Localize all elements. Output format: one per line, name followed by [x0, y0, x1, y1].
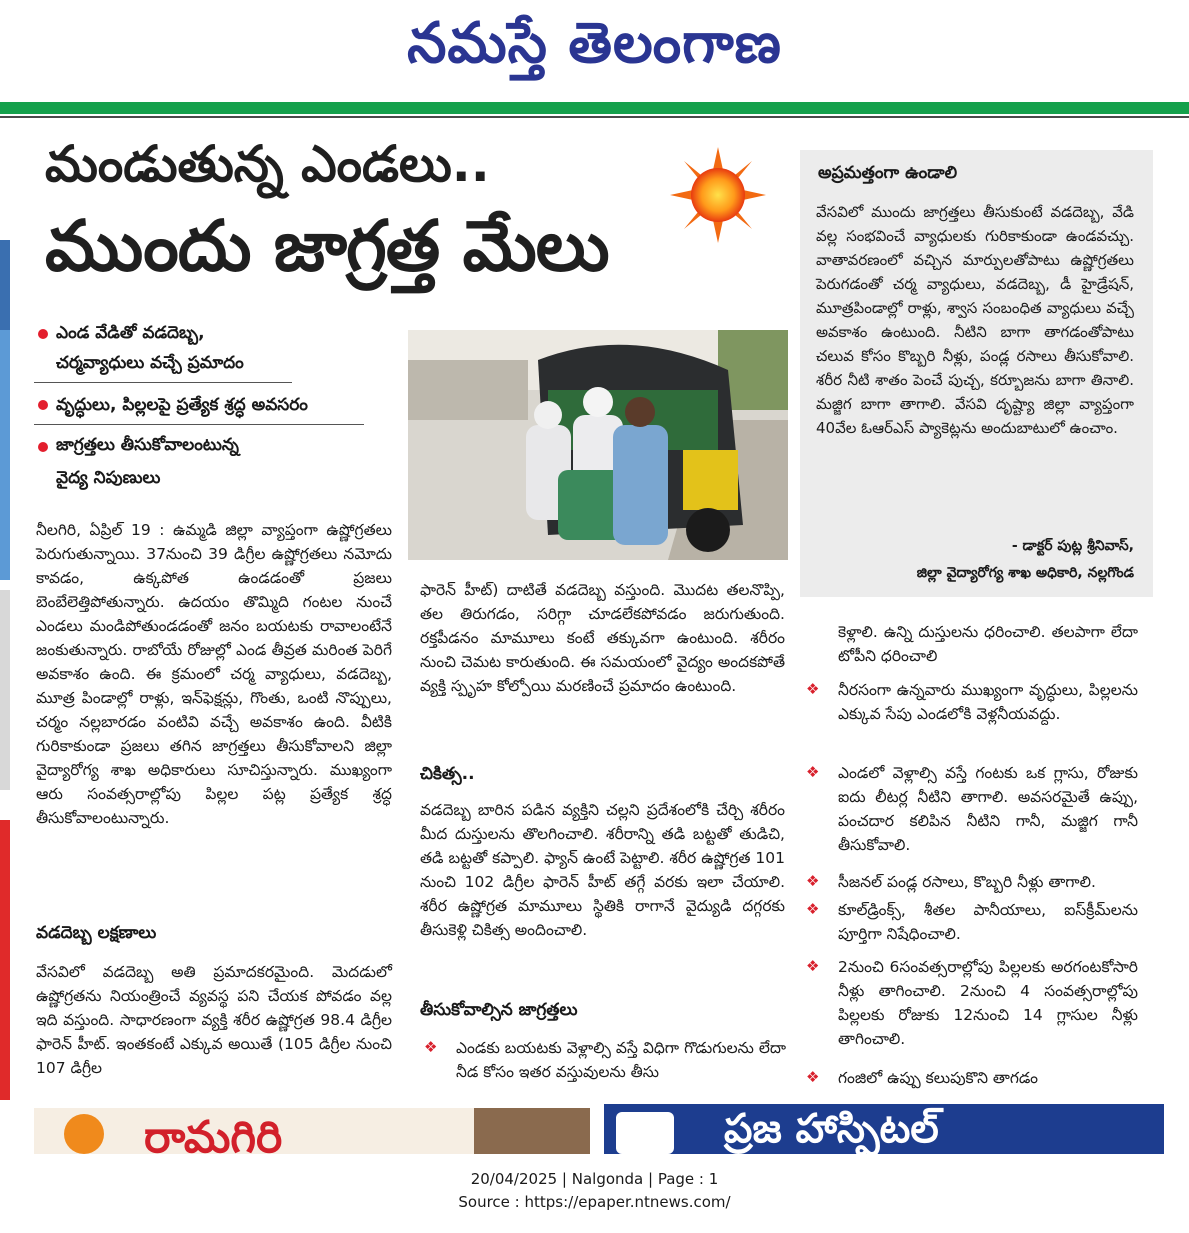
article-paragraph: వేసవిలో వడదెబ్బ అతి ప్రమాదకరమైంది. మెదడులో ఉష్ణోగ్రతను నియంత్రించే వ్యవస్థ పని చేయక పోవడం వల్ల ఇది వస్తుంది. సాధారణంగా వ్యక్తి శరీర ఉష్ణోగ్రత 98.4 డిగ్రీల ఫారెన్ హీట్. ఇంతకంటే ఎక్కువ అయితే (105 డిగ్రీల నుంచి 107 డిగ్రీల	[36, 963, 392, 1077]
sidebar-text: వేసవిలో ముందు జాగ్రత్తలు తీసుకుంటే వడదెబ్బ, వేడి వల్ల సంభవించే వ్యాధులకు గురికాకుండా ఉండవచ్చు. వాతావరణంలో వచ్చిన మార్పులతోపాటు ఉష్ణోగ్రతలు పెరుగడంతో చర్మ వ్యాధులు, వడదెబ్బ, డీ హైడ్రేషన్, మూత్రపిండాల్లో రాళ్లు, శ్వాస సంబంధిత వ్యాధులు వచ్చే అవకాశం ఉంటుంది. నీటిని బాగా తాగడంతోపాటు చలువ కోసం కొబ్బరి నీళ్లు, పండ్ల రసాలు తీసుకోవాలి. శరీర నీటి శాతం పెంచే పుచ్చ, కర్బూజను బాగా తినాలి. మజ్జిగ బాగా తాగాలి. వేసవి దృష్ట్యా జిల్లా వ్యాప్తంగా 40వేల ఓఆర్ఎస్ ప్యాకెట్లను అందుబాటులో ఉంచాం.	[816, 203, 1134, 437]
masthead	[0, 0, 1189, 100]
bullet-icon	[38, 442, 48, 452]
masthead-title: నమస్తే తెలంగాణ	[407, 10, 782, 76]
precaution-item: సీజనల్ పండ్ల రసాలు, కొబ్బరి నీళ్లు తాగాలి.	[838, 873, 1096, 891]
masthead-rule	[0, 102, 1189, 114]
diamond-bullet-icon: ❖	[424, 1038, 438, 1056]
sidebar-signature-name: - డాక్టర్ పుట్ల శ్రీనివాస్,	[1011, 538, 1134, 554]
precaution-item: 2నుంచి 6సంవత్సరాల్లోపు పిల్లలకు అరగంటకోసారి నీళ్లు తాగించాలి. 2నుంచి 4 సంవత్సరాల్లోపు పిల్లలకు రోజుకు 12నుంచి 14 గ్లాసుల నీళ్లు తాగించాలి.	[838, 958, 1138, 1048]
headline-kicker: మండుతున్న ఎండలు..	[45, 135, 490, 193]
precaution-item: ఎండకు బయటకు వెళ్లాల్సి వస్తే విధిగా గొడుగులను లేదా నీడ కోసం ఇతర వస్తువులను తీసు	[456, 1039, 786, 1081]
precaution-item: కూల్‌డ్రింక్స్, శీతల పానీయాలు, ఐస్‌క్రీమ్‌లను పూర్తిగా నిషేధించాలి.	[838, 901, 1138, 943]
bullet-icon	[38, 400, 48, 410]
diamond-bullet-icon: ❖	[806, 900, 820, 918]
highlight-item: ఎండ వేడితో వడదెబ్బ,	[56, 323, 205, 343]
highlight-item: జాగ్రత్తలు తీసుకోవాలంటున్న	[56, 435, 239, 455]
sidebar-signature-role: జిల్లా వైద్యారోగ్య శాఖ అధికారి, నల్లగొండ	[916, 565, 1134, 581]
ad-right-text: ప్రజ హాస్పిటల్	[724, 1106, 939, 1152]
sun-icon	[668, 145, 768, 245]
section-heading: వడదెబ్బ లక్షణాలు	[36, 923, 157, 943]
advertisement-left	[34, 1108, 590, 1154]
section-heading: చికిత్స..	[420, 764, 475, 784]
masthead-underline	[0, 116, 1189, 118]
precaution-item: గంజిలో ఉప్పు కలుపుకొని తాగడం	[838, 1069, 1039, 1087]
edge-strip	[0, 330, 10, 580]
diamond-bullet-icon: ❖	[806, 763, 820, 781]
precaution-item: నీరసంగా ఉన్నవారు ముఖ్యంగా వృద్ధులు, పిల్లలను ఎక్కువ సేపు ఎండలోకి వెళ్లనీయవద్దు.	[838, 681, 1138, 723]
article-paragraph: వడదెబ్బ బారిన పడిన వ్యక్తిని చల్లని ప్రదేశంలోకి చేర్చి శరీరం మీద దుస్తులను తొలగించాలి. శరీరాన్ని తడి బట్టతో తుడిచి, తడి బట్టతో కప్పాలి. ఫ్యాన్ ఉంటే పెట్టాలి. శరీర ఉష్ణోగ్రత 101 నుంచి 102 డిగ్రీల ఫారెన్ హీట్ తగ్గే వరకు ఇలా చేయాలి. శరీర ఉష్ణోగ్రత మామూలు స్థితికి రాగానే వైద్యుడి దగ్గరకు తీసుకెళ్లి చికిత్స అందించాలి.	[420, 801, 785, 939]
diamond-bullet-icon: ❖	[806, 872, 820, 890]
section-heading: తీసుకోవాల్సిన జాగ్రత్తలు	[420, 1000, 578, 1020]
highlight-item: చర్మవ్యాధులు వచ్చే ప్రమాదం	[56, 353, 244, 373]
diamond-bullet-icon: ❖	[806, 680, 820, 698]
footer-source-line: Source : https://epaper.ntnews.com/	[458, 1193, 731, 1211]
edge-strip	[0, 240, 10, 330]
precaution-item-continued: కెళ్లాలి. ఉన్ని దుస్తులను ధరించాలి. తలపాగా లేదా టోపీని ధరించాలి	[838, 623, 1138, 665]
ad-building-image	[474, 1108, 590, 1154]
bullet-icon	[38, 329, 48, 339]
article-paragraph: ఫారెన్ హీట్) దాటితే వడదెబ్బ వస్తుంది. మొదట తలనొప్పి, తల తిరుగడం, సరిగ్గా చూడలేకపోవడం జరుగుతుంది. రక్తపీడనం మామూలు కంటే తక్కువగా ఉంటుంది. శరీరం నుంచి చెమట కారుతుంది. ఈ సమయంలో వైద్యం అందకపోతే వ్యక్తి స్పృహ కోల్పోయి మరణించే ప్రమాదం ఉంటుంది.	[420, 581, 785, 695]
headline-main: ముందు జాగ్రత్త మేలు	[45, 205, 609, 287]
edge-strip	[0, 820, 10, 1100]
article-intro: నీలగిరి, ఏప్రిల్ 19 : ఉమ్మడి జిల్లా వ్యాప్తంగా ఉష్ణోగ్రతలు పెరుగుతున్నాయి. 37నుంచి 39 డిగ్రీల ఉష్ణోగ్రతలు నమోదు కావడం, ఉక్కపోత ఉండడంతో ప్రజలు బెంబేలెత్తిపోతున్నారు. ఉదయం తొమ్మిది గంటల నుంచే ఎండలు మండిపోతుండడంతో జనం బయటకు రావాలంటేనే జంకుతున్నారు. రాబోయే రోజుల్లో ఎండ తీవ్రత మరింత పెరిగే అవకాశం ఉంది. ఈ క్రమంలో చర్మ వ్యాధులు, వడదెబ్బ, మూత్ర పిండాల్లో రాళ్లు, ఇన్‌ఫెక్షన్లు, గొంతు, ఒంటి నొప్పులు, చర్మం నల్లబారడం వంటివి వచ్చే అవకాశం ఉంది. వీటికి గురికాకుండా ప్రజలు తగిన జాగ్రత్తలు తీసుకోవాలని జిల్లా వైద్యారోగ్య శాఖ అధికారులు సూచిస్తున్నారు. ముఖ్యంగా ఆరు సంవత్సరాల్లోపు పిల్లల పట్ల ప్రత్యేక శ్రద్ధ తీసుకోవాలంటున్నారు.	[36, 521, 392, 827]
ad-hospital-logo-icon	[616, 1112, 674, 1154]
diamond-bullet-icon: ❖	[806, 1068, 820, 1086]
article-photo	[408, 330, 788, 560]
sidebar-title: అప్రమత్తంగా ఉండాలి	[818, 163, 958, 183]
highlight-item: వృద్ధులు, పిల్లలపై ప్రత్యేక శ్రద్ధ అవసరం	[56, 395, 308, 415]
advertisement-right	[604, 1104, 1164, 1154]
edge-strip	[0, 590, 10, 790]
precaution-item: ఎండలో వెళ్లాల్సి వస్తే గంటకు ఒక గ్లాసు, రోజుకు ఐదు లీటర్ల నీటిని తాగాలి. అవసరమైతే ఉప్పు, పంచదార కలిపిన నీటిని గానీ, మజ్జిగ గానీ తీసుకోవాలి.	[838, 764, 1138, 854]
diamond-bullet-icon: ❖	[806, 957, 820, 975]
divider	[34, 424, 364, 425]
footer-date-line: 20/04/2025 | Nalgonda | Page : 1	[470, 1170, 719, 1188]
divider	[34, 382, 292, 383]
ad-left-text: రామగిరి	[144, 1112, 283, 1154]
highlights	[34, 318, 364, 498]
ad-logo-icon	[64, 1114, 104, 1154]
highlight-item: వైద్య నిపుణులు	[56, 468, 161, 488]
